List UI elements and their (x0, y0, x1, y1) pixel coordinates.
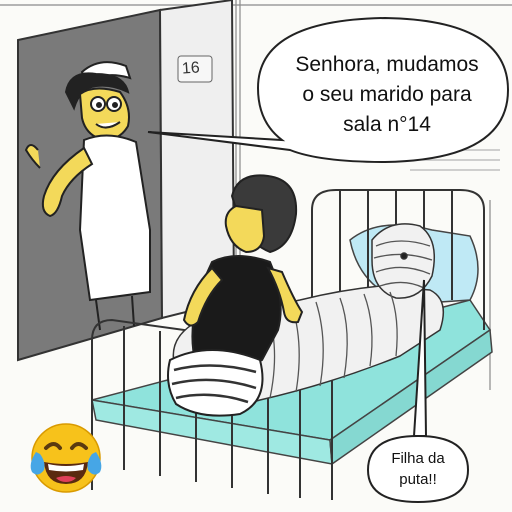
tears-of-joy-emoji-icon (26, 418, 106, 498)
patient-speech-text (372, 448, 464, 490)
patient-speech-line: Filha da (391, 450, 445, 467)
nurse-speech-line: sala n°14 (343, 113, 431, 136)
door-number: 16 (181, 59, 201, 78)
nurse-speech-line: Senhora, mudamos (295, 53, 479, 76)
patient-speech-line: puta!! (399, 471, 437, 488)
nurse-speech-line: o seu marido para (302, 83, 472, 106)
nurse-speech-text (262, 50, 512, 140)
